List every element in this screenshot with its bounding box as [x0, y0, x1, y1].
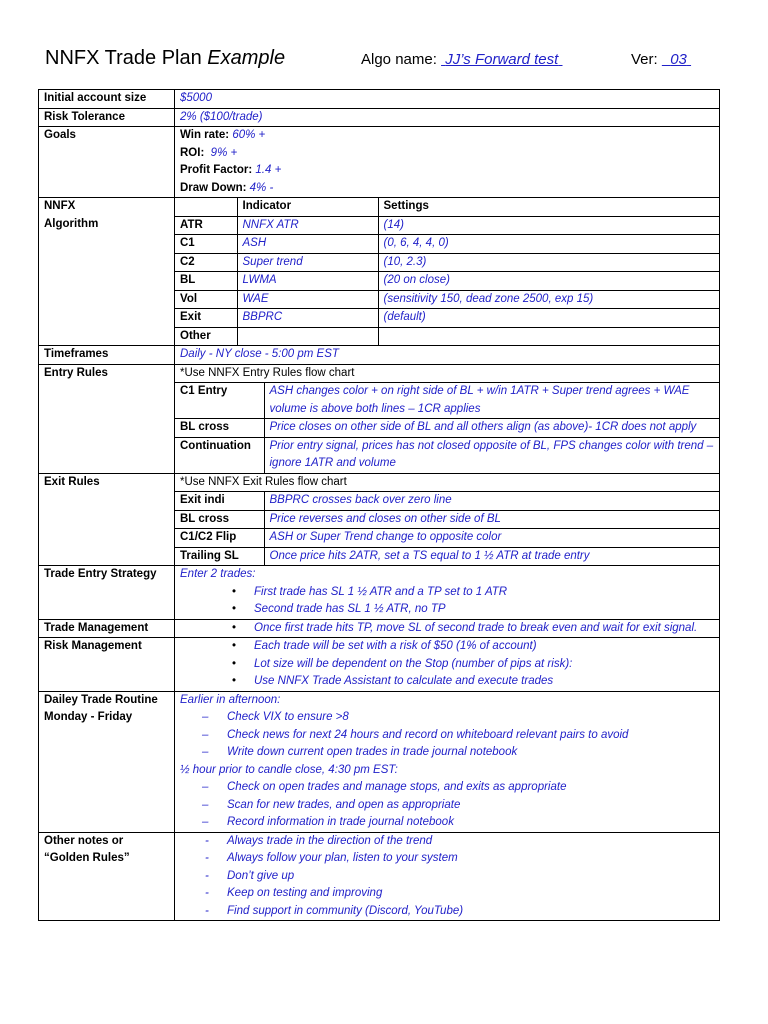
trade-entry-list [180, 584, 714, 619]
algorithm-row: C1 ASH (0, 6, 4, 4, 0) [175, 235, 719, 254]
list-item: • Second trade has SL 1 ½ ATR, no TP [254, 601, 714, 619]
row-algorithm [39, 198, 720, 346]
list-item: • Each trade will be set with a risk of $50 (1% of account) [254, 638, 714, 656]
trade-entry-strategy-cell [175, 566, 720, 620]
row-trade-management [39, 619, 720, 638]
trade-management-cell [175, 619, 720, 638]
goal-item: Profit Factor: 1.4 + [180, 164, 282, 176]
exit-rule-row: Trailing SL Once price hits 2ATR, set a TS equal to 1 ½ ATR at trade entry [175, 547, 719, 565]
trade-management-label: Trade Management [39, 619, 175, 638]
exit-rule-row: Exit indi BBPRC crosses back over zero line [175, 492, 719, 511]
initial-account-label: Initial account size [39, 90, 175, 109]
exit-rule-row: BL cross Price reverses and closes on other side of BL [175, 510, 719, 529]
goal-item: ROI: 9% + [180, 146, 238, 159]
title-emphasis: Example [207, 47, 286, 69]
list-item: - Always follow your plan, listen to your system [227, 850, 714, 868]
indicator-column-header: Indicator [237, 198, 378, 216]
list-item: - Keep on testing and improving [227, 885, 714, 903]
entry-rule-row: Continuation Prior entry signal, prices has not closed opposite of BL, FPS changes color with trend – ignore 1ATR and volume [175, 437, 719, 473]
entry-rules-header: *Use NNFX Entry Rules flow chart [180, 366, 355, 379]
routine-intro-close: ½ hour prior to candle close, 4:30 pm EST: [180, 763, 398, 776]
daily-routine-label: Dailey Trade Routine Monday - Friday [39, 691, 175, 832]
settings-column-header: Settings [378, 198, 719, 216]
exit-rules-header: *Use NNFX Exit Rules flow chart [180, 475, 347, 488]
exit-rules-table [175, 491, 719, 565]
algorithm-row: Vol WAE (sensitivity 150, dead zone 2500, exp 15) [175, 290, 719, 309]
list-item: – Write down current open trades in trade journal notebook [227, 744, 714, 762]
exit-rules-cell [175, 473, 720, 566]
exit-rules-label: Exit Rules [39, 473, 175, 566]
algorithm-table [175, 198, 719, 345]
algorithm-row: ATR NNFX ATR (14) [175, 216, 719, 235]
entry-rules-label: Entry Rules [39, 364, 175, 473]
row-entry-rules [39, 364, 720, 473]
row-timeframes [39, 346, 720, 365]
row-daily-routine [39, 691, 720, 832]
other-notes-label: Other notes or “Golden Rules” [39, 832, 175, 921]
algorithm-row: Exit BBPRC (default) [175, 309, 719, 328]
list-item: - Always trade in the direction of the trend [227, 833, 714, 851]
list-item: – Check on open trades and manage stops, and exits as appropriate [227, 779, 714, 797]
entry-rule-row: BL cross Price closes on other side of BL and all others align (as above)- 1CR does not apply [175, 419, 719, 438]
trade-plan-table [38, 89, 720, 921]
exit-rule-row: C1/C2 Flip ASH or Super Trend change to opposite color [175, 529, 719, 548]
goal-item: Draw Down: 4% - [180, 181, 274, 194]
row-other-notes [39, 832, 720, 921]
list-item: • Lot size will be dependent on the Stop (number of pips at risk): [254, 656, 714, 674]
row-exit-rules [39, 473, 720, 566]
entry-rules-cell [175, 364, 720, 473]
entry-rules-table [175, 382, 719, 473]
page-title: NNFX Trade Plan Example [45, 47, 286, 69]
list-item: • Once first trade hits TP, move SL of second trade to break even and wait for exit signal. [254, 620, 714, 638]
entry-rule-row: C1 Entry ASH changes color + on right side of BL + w/in 1ATR + Super trend agrees + WAE volume is above both lines – 1CR applies [175, 383, 719, 419]
list-item: – Check VIX to ensure >8 [227, 709, 714, 727]
algorithm-row: BL LWMA (20 on close) [175, 272, 719, 291]
risk-tolerance-value: 2% ($100/trade) [175, 108, 720, 127]
routine-afternoon-list [180, 709, 714, 762]
goals-label: Goals [39, 127, 175, 198]
row-goals [39, 127, 720, 198]
list-item: – Check news for next 24 hours and record on whiteboard relevant pairs to avoid [227, 727, 714, 745]
row-trade-entry-strategy [39, 566, 720, 620]
trade-entry-strategy-label: Trade Entry Strategy [39, 566, 175, 620]
routine-intro-afternoon: Earlier in afternoon: [180, 693, 281, 706]
routine-close-list [180, 779, 714, 832]
row-initial-account [39, 90, 720, 109]
other-notes-cell [175, 832, 720, 921]
row-risk-tolerance [39, 108, 720, 127]
golden-rules-list [180, 833, 714, 921]
algo-name-value: JJ’s Forward test [445, 51, 559, 68]
row-risk-management [39, 638, 720, 692]
risk-management-cell [175, 638, 720, 692]
list-item: • First trade has SL 1 ½ ATR and a TP set to 1 ATR [254, 584, 714, 602]
timeframes-value: Daily - NY close - 5:00 pm EST [175, 346, 720, 365]
risk-management-label: Risk Management [39, 638, 175, 692]
goals-list [175, 127, 720, 198]
list-item: • Use NNFX Trade Assistant to calculate and execute trades [254, 673, 714, 691]
goal-item: Win rate: 60% + [180, 129, 266, 141]
risk-tolerance-label: Risk Tolerance [39, 108, 175, 127]
algorithm-header-row [175, 198, 719, 216]
algorithm-cell [175, 198, 720, 346]
algo-name-field: Algo name: JJ’s Forward test [361, 51, 563, 68]
timeframes-label: Timeframes [39, 346, 175, 365]
list-item: – Record information in trade journal notebook [227, 814, 714, 832]
algorithm-row: Other [175, 327, 719, 345]
algorithm-label: NNFX Algorithm [39, 198, 175, 346]
algorithm-row: C2 Super trend (10, 2.3) [175, 253, 719, 272]
document-header [45, 47, 725, 77]
risk-management-list [180, 638, 714, 691]
trade-entry-intro: Enter 2 trades: [180, 568, 256, 580]
version-field: Ver: 03 [631, 51, 691, 68]
initial-account-value: $5000 [175, 90, 720, 109]
list-item: - Find support in community (Discord, YouTube) [227, 903, 714, 921]
list-item: - Don’t give up [227, 868, 714, 886]
version-value: 03 [670, 51, 687, 68]
trade-management-list [180, 620, 714, 638]
daily-routine-cell [175, 691, 720, 832]
list-item: – Scan for new trades, and open as appropriate [227, 797, 714, 815]
